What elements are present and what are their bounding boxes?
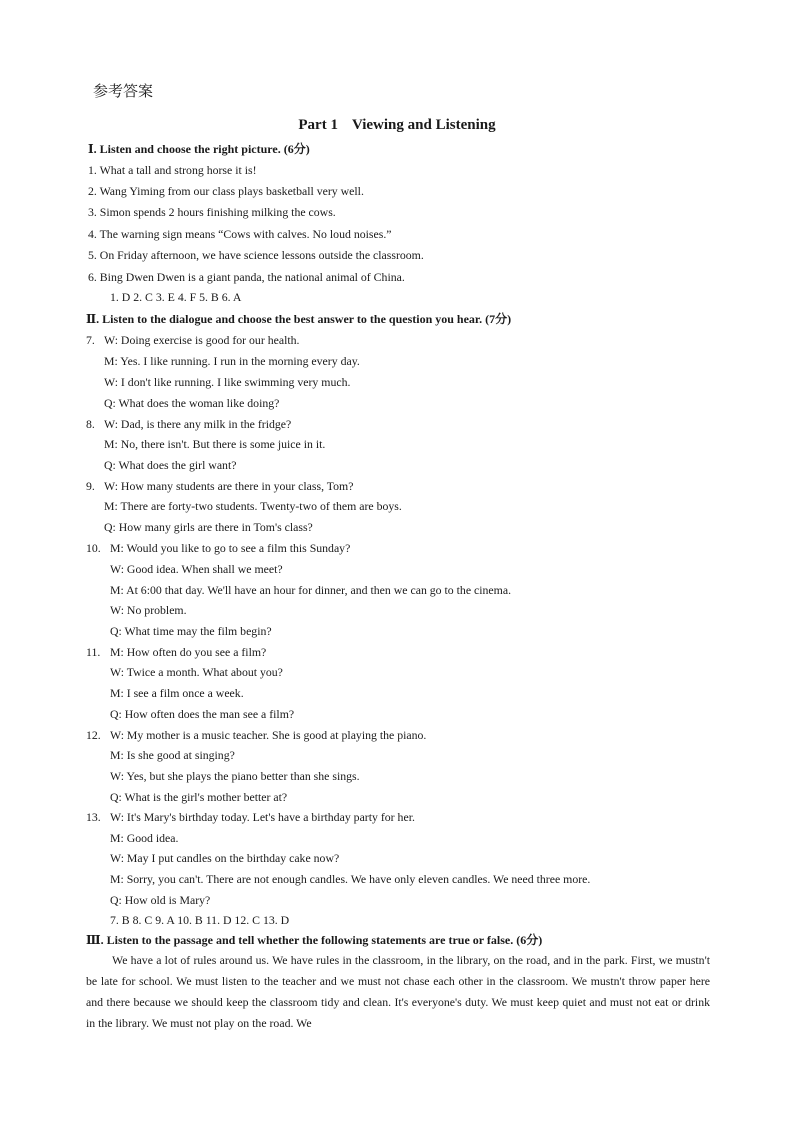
dialogue-line: M: Good idea. [110,831,179,845]
page-header: 参考答案 [93,84,154,100]
dialogue-line: W: It's Mary's birthday today. Let's have a birthday party for her. [110,810,415,824]
dialogue-8-number: 8. [86,417,95,431]
dialogue-12-number: 12. [86,728,101,742]
dialogue-line: M: I see a film once a week. [110,686,244,700]
dialogue-question: Q: How often does the man see a film? [110,707,295,721]
dialogue-line: W: Twice a month. What about you? [110,665,283,679]
dialogue-line: M: Would you like to go to see a film this Sunday? [110,541,351,555]
dialogue-line: M: Yes. I like running. I run in the morning every day. [104,354,360,368]
dialogue-11-number: 11. [86,645,101,659]
dialogue-line: W: Dad, is there any milk in the fridge? [104,417,292,431]
dialogue-line: W: May I put candles on the birthday cake now? [110,851,340,865]
dialogue-question: Q: How many girls are there in Tom's class? [104,520,313,534]
item-5: 5. On Friday afternoon, we have science lessons outside the classroom. [88,248,424,262]
section-3-heading: Ⅲ. Listen to the passage and tell whether the following statements are true or false. (6分) [86,933,543,947]
dialogue-question: Q: What time may the film begin? [110,624,272,638]
dialogue-13-number: 13. [86,810,101,824]
dialogue-line: M: Is she good at singing? [110,748,235,762]
dialogue-question: Q: What does the woman like doing? [104,396,280,410]
item-2: 2. Wang Yiming from our class plays basketball very well. [88,184,364,198]
dialogue-line: M: Sorry, you can't. There are not enough candles. We have only eleven candles. We need three more. [110,872,591,886]
part-number: Part 1 [298,117,338,133]
section-2-heading: Ⅱ. Listen to the dialogue and choose the best answer to the question you hear. (7分) [86,312,512,326]
dialogue-line: W: No problem. [110,603,187,617]
item-6: 6. Bing Dwen Dwen is a giant panda, the national animal of China. [88,270,405,284]
item-3: 3. Simon spends 2 hours finishing milking the cows. [88,205,336,219]
dialogue-9-number: 9. [86,479,95,493]
dialogue-10-number: 10. [86,541,101,555]
dialogue-line: W: Good idea. When shall we meet? [110,562,283,576]
dialogue-line: W: How many students are there in your class, Tom? [104,479,354,493]
dialogue-line: W: Yes, but she plays the piano better than she sings. [110,769,360,783]
dialogue-question: Q: How old is Mary? [110,893,211,907]
item-1: 1. What a tall and strong horse it is! [88,163,257,177]
dialogue-line: M: There are forty-two students. Twenty-two of them are boys. [104,499,402,513]
dialogue-question: Q: What is the girl's mother better at? [110,790,288,804]
part-title [0,117,794,134]
dialogue-line: W: I don't like running. I like swimming very much. [104,375,351,389]
dialogue-line: W: Doing exercise is good for our health. [104,333,300,347]
section-1-heading: Ⅰ. Listen and choose the right picture. (6分) [88,142,310,156]
dialogue-line: M: No, there isn't. But there is some juice in it. [104,437,326,451]
dialogue-line: M: At 6:00 that day. We'll have an hour for dinner, and then we can go to the cinema. [110,583,512,597]
dialogue-line: M: How often do you see a film? [110,645,267,659]
part-name: Viewing and Listening [351,117,496,133]
item-4: 4. The warning sign means “Cows with calves. No loud noises.” [88,227,392,241]
dialogue-7-number: 7. [86,333,95,347]
section-1-answers: 1. D 2. C 3. E 4. F 5. B 6. A [110,290,242,304]
section-2-answers: 7. B 8. C 9. A 10. B 11. D 12. C 13. D [110,913,290,927]
dialogue-line: W: My mother is a music teacher. She is good at playing the piano. [110,728,427,742]
passage-text: We have a lot of rules around us. We have rules in the classroom, in the library, on the road, and in the park. First, we mustn't be late for school. We must listen to the teacher and we must not chase each other in the classroom. We mustn't throw paper here and there because we should keep the classroom tidy and clean. It's everyone's duty. We must keep quiet and must not eat or drink in the library. We must not play on the road. We [86,953,710,1030]
dialogue-question: Q: What does the girl want? [104,458,237,472]
